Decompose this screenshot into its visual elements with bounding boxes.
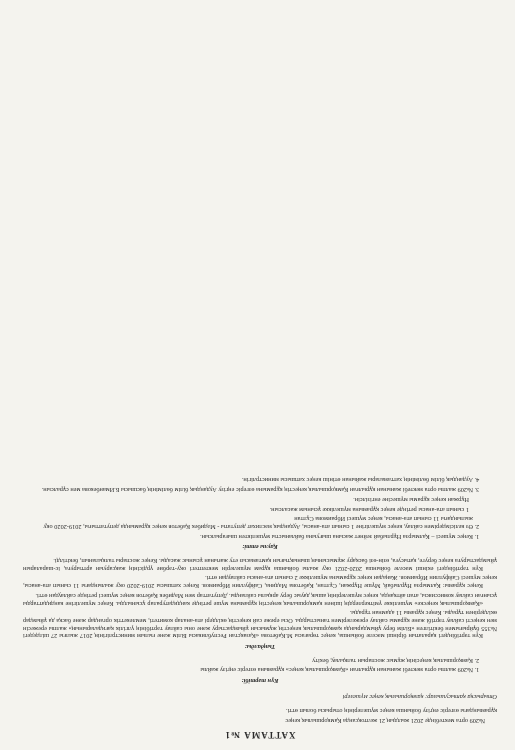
decided-list-continued [23,476,497,493]
heard-paragraph-1: Күн тәртібіндегі қаралатын бірінші мәселе бойынша, кеңес төрағасы М.Қабетова «Қазақстан Республикасы Білім және ғылым министрлігінің 2017 жылғы 27 шілдедегі №355 бұйрығымен бекітілген «Білім беру ұйымдарында қамқоршылық кеңестің жұмысын ұйымдастыру және оны сайлау тәртібінің үлгілік қағидаларының» жалпы ережесін мен кеңесті сайлау тәртібі және құрамы сайлау ережелерімен таныстырды. Осы ереже сай кеңестің өкілдері ата-аналар комитеті, мемлекеттік органдар және басқа да ұйымдар өкілдерінен тұрады. Кеңес құрамы 11 адамнан тұрады. [23,609,497,640]
decided-item-3: 3. №209 жалпы орта мектебі жанынан құрылған Қамқоршылық кеңестің құрамына өзгеріс еңгізу Аудандық білім бөлімінің басшысы Б.Иманбекова мен сұралсын. [23,485,473,493]
heard-paragraph-2: «Қамқоршылық кеңеске» мүшелікке үміткерлердің ішінен қамқоршылық кеңестің құрамына мүше ретінде кандидатуралар ұсынылды. Кеңес мүшелігіне кандидаттарды ұсынған сайлау комиссиясы, атап айтқанда, кеңес мүшелерінің ашық дауыс беру арқылы сайланды. Депутаттар мен Мәдибек Қабетов кеңес мүшесі ретінде сайлаудан өтті. [23,591,497,607]
agenda-list [23,656,497,673]
decided-item-1: 1. Кеңес мүшесі – Қалмырза Нұрлыбай зейнет жасына шығуына байланысты мүшеліктен шығарылсын. [23,532,473,540]
heard-title: Тыңдалды: [244,643,276,651]
header-line-2: құрамындағы өзгеріс еңгізу бойынша кеңес мүшелерінің отырысы болып өтті. [285,706,497,714]
document-page [23,474,497,738]
heard-paragraph-4: Күн тәртібіндегі екінші мәселе бойынша 2020-2021 оқу жылы бойынша құрам мүшелерін мектептегі оқу-тәрбие үрдісінің жақсаруын арттыруға, іс-шараларын ұйымдастыруға кеңес беруге, қатысуға, өзін-өзі басқару жұмысының шынықтығын қамтамасыз ету жағынан ұсыныс жасады. Кеңес жоспары талқыланып, бекітілді. [23,557,497,572]
decided-item-4: 4. Аудандық білім бөлімінің хаттамалары жайынан өтініш кеңес хатшысы министрлігін. [23,476,473,484]
agenda-item-1: 1. №209 жалпы орта мектебі жанынан құрылған «Қамқоршылық кеңес» құрамына өзгеріс еңгізу жайлы [23,666,473,674]
decided-note-2: Нұржан кеңес құрамы мүшесіне енгізілсін. [353,495,469,503]
agenda-item-2: 2. Қамқоршылық кеңесінің жұмыс жоспарын талқылау, бекіту [23,656,473,664]
agenda-title: Күн тәртібі: [241,677,279,685]
decided-title: Қаулы етті: [242,543,278,551]
decided-list [23,515,497,540]
decided-note-1: 1 сынып ата-анасы ретінде кеңес құрамына мүшелікке ұсыным жасалсын. [269,505,469,513]
attendees-line: Отырысқа қатысушылар: қамқоршылық кеңес мүшелері [342,692,497,700]
document-title: ХАТТАМА №1 [224,730,296,740]
heard-paragraph-3: Кеңес құрамы: Қалмырза Нұрлыбай, Мүше Нұржан, Сұлтан, Қабетова Мәдина, Сайфуллин Ибраимов. Кеңес хатшысы 2019-2020 оқу жылындағы 11 сынып ата-анасы, кеңес мүшесі Сайфуллин Ибраимов. Жаңадан кеңес құрамына мүшелікке 2 сынып ата-анасы сайлаудан өтті. [23,574,497,590]
header-line-1: №209 орта мектебінде 2021 жылдың 21 желтоқсанда Қамқоршылық кеңес [285,717,485,725]
decided-item-2: 2. Өз келісімдерімен сайлау, кеңес мүшелігіне 1 сынып ата-анасы, Аудандық мәслихат депутаты - Мәдибек Қабетов кеңес құрамында депутаттығы, 2019-2020 оқу жылындағы 11 сынып ата-анасы, кеңес мүшесі Ибраимова Сұлтан [23,515,473,530]
